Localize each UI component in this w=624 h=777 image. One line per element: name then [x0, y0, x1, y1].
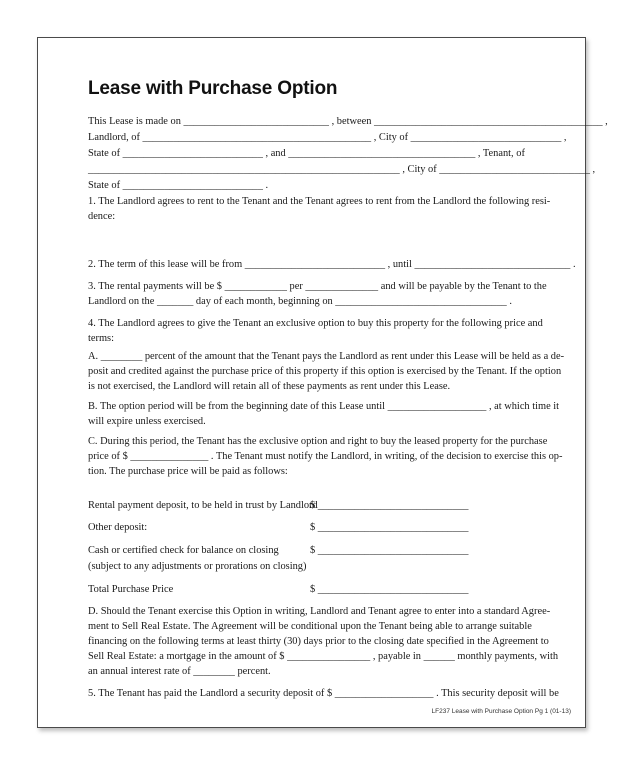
- clause-4-line-2: terms:: [88, 333, 114, 344]
- rental-deposit-amount-line: $ _____________________________: [310, 500, 469, 511]
- cash-balance-label: Cash or certified check for balance on closing: [88, 545, 279, 556]
- lease-document-page: [37, 37, 608, 728]
- document-title: Lease with Purchase Option: [88, 78, 338, 99]
- other-deposit-label: Other deposit:: [88, 522, 148, 533]
- total-purchase-price-label: Total Purchase Price: [88, 584, 174, 595]
- clause-3-line-1: 3. The rental payments will be $ ____________ per ______________ and will be payable by the Tenant to the: [88, 281, 547, 292]
- clause-4-line-1: 4. The Landlord agrees to give the Tenant an exclusive option to buy this property for the following price and: [88, 318, 543, 329]
- clause-1-line-1: 1. The Landlord agrees to rent to the Tenant and the Tenant agrees to rent from the Landlord the following resi-: [88, 196, 551, 207]
- clause-c-line-3: tion. The purchase price will be paid as follows:: [88, 466, 288, 477]
- adjustments-note: (subject to any adjustments or prorations on closing): [88, 561, 307, 572]
- clause-d-line-3: financing on the following terms at least thirty (30) days prior to the closing date specified in the Agreement to: [88, 636, 549, 647]
- landlord-state-line: State of ___________________________ , and ____________________________________ , Tenant, of: [88, 148, 525, 159]
- clause-c-line-2: price of $ _______________ . The Tenant must notify the Landlord, in writing, of the decision to exercise this op-: [88, 451, 563, 462]
- total-purchase-price-amount-line: $ _____________________________: [310, 584, 469, 595]
- landlord-address-line: Landlord, of ____________________________________________ , City of _____________________________ ,: [88, 132, 567, 143]
- rental-deposit-label: Rental payment deposit, to be held in trust by Landlord: [88, 500, 318, 511]
- clause-d-line-2: ment to Sell Real Estate. The Agreement will be conditional upon the Tenant being able to arrange suitable: [88, 621, 532, 632]
- tenant-address-line: ____________________________________________________________ , City of _____________________________ ,: [88, 164, 596, 175]
- other-deposit-amount-line: $ _____________________________: [310, 522, 469, 533]
- clause-2-term-line: 2. The term of this lease will be from ___________________________ , until ______________________________ .: [88, 259, 576, 270]
- clause-b-line-1: B. The option period will be from the beginning date of this Lease until ___________________ , at which time it: [88, 401, 560, 412]
- clause-a-line-2: posit and credited against the purchase price of this property if this option is exercised by the Tenant. If the option: [88, 366, 562, 377]
- clause-d-line-1: D. Should the Tenant exercise this Option in writing, Landlord and Tenant agree to enter into a standard Agree-: [88, 606, 551, 617]
- clause-a-line-1: A. ________ percent of the amount that the Tenant pays the Landlord as rent under this Lease will be held as a de-: [88, 351, 565, 362]
- cash-balance-amount-line: $ _____________________________: [310, 545, 469, 556]
- clause-c-line-1: C. During this period, the Tenant has the exclusive option and right to buy the leased property for the purchase: [88, 436, 548, 447]
- clause-d-line-4: Sell Real Estate: a mortgage in the amount of $ ________________ , payable in ______ monthly payments, with: [88, 651, 559, 662]
- clause-d-line-5: an annual interest rate of ________ percent.: [88, 666, 271, 677]
- clause-3-line-2: Landlord on the _______ day of each month, beginning on _________________________________ .: [88, 296, 512, 307]
- lease-date-parties-line: This Lease is made on ____________________________ , between ____________________________________________ ,: [88, 116, 608, 127]
- tenant-state-line: State of ___________________________ .: [88, 180, 269, 191]
- document-footer: LF237 Lease with Purchase Option Pg 1 (01-13): [431, 708, 571, 715]
- clause-a-line-3: is not exercised, the Landlord will retain all of these payments as rent under this Lease.: [88, 381, 451, 392]
- clause-1-line-2: dence:: [88, 211, 116, 222]
- clause-b-line-2: will expire unless exercised.: [88, 416, 206, 427]
- clause-5-line-1: 5. The Tenant has paid the Landlord a security deposit of $ ___________________ . This security deposit will be: [88, 688, 559, 699]
